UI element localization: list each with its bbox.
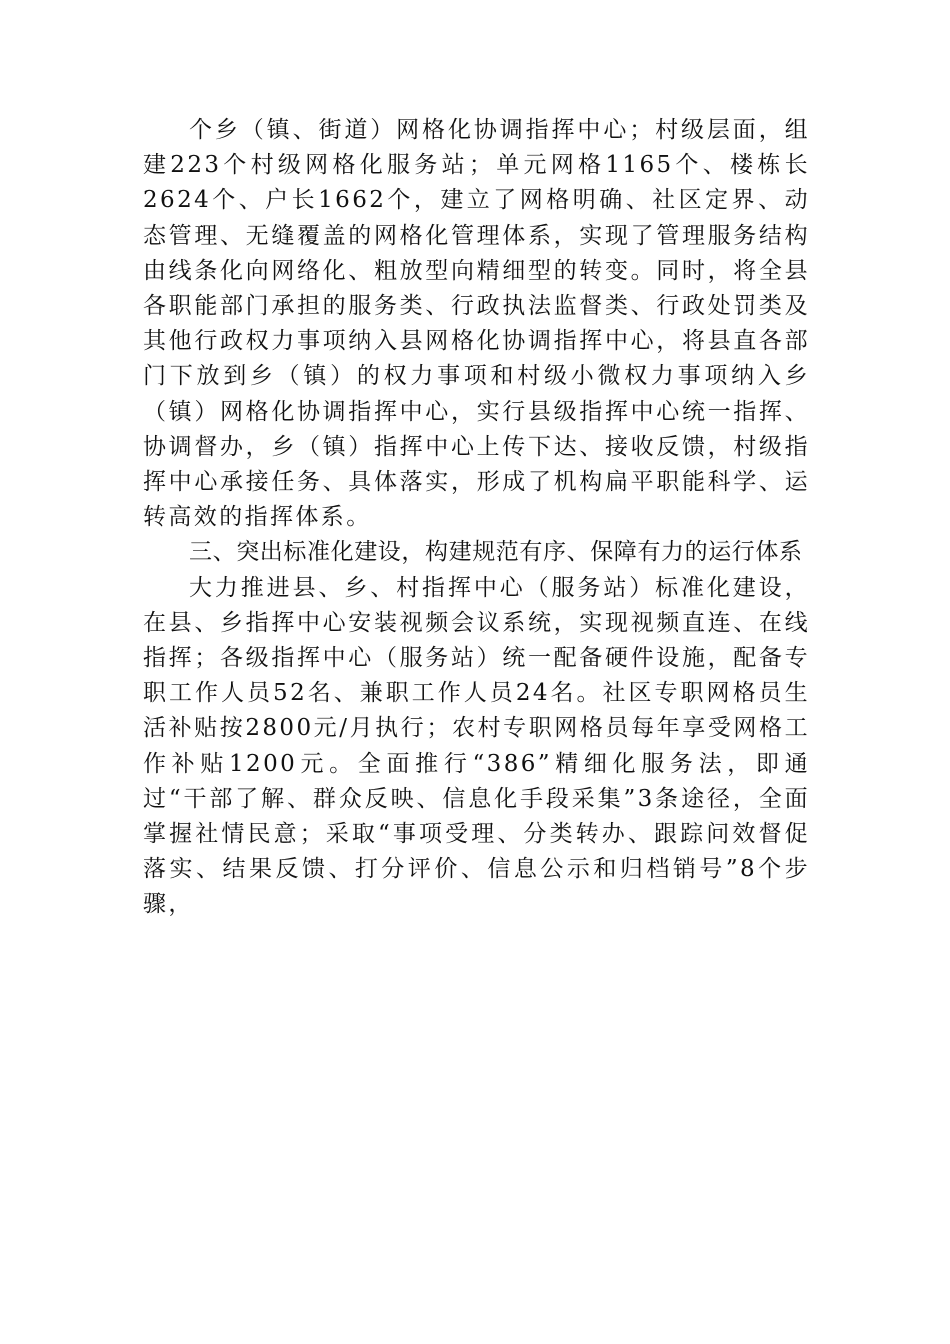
document-body (143, 113, 810, 923)
paragraph-standardization-construction: 大力推进县、乡、村指挥中心（服务站）标准化建设，在县、乡指挥中心安装视频会议系统，实现视频直连、在线指挥；各级指挥中心（服务站）统一配备硬件设施，配备专职工作人员52名、兼职工作人员24名。社区专职网格员生活补贴按2800元/月执行；农村专职网格员每年享受网格工作补贴1200元。全面推行“386”精细化服务法，即通过“干部了解、群众反映、信息化手段采集”3条途径，全面掌握社情民意；采取“事项受理、分类转办、跟踪问效督促落实、结果反馈、打分评价、信息公示和归档销号”8个步骤， (143, 574, 810, 918)
paragraph-continued-grid-management: 个乡（镇、街道）网格化协调指挥中心；村级层面，组建223个村级网格化服务站；单元网格1165个、楼栋长2624个、户长1662个，建立了网格明确、社区定界、动态管理、无缝覆盖的网格化管理体系，实现了管理服务结构由线条化向网络化、粗放型向精细型的转变。同时，将全县各职能部门承担的服务类、行政执法监督类、行政处罚类及其他行政权力事项纳入县网格化协调指挥中心，将县直各部门下放到乡（镇）的权力事项和村级小微权力事项纳入乡（镇）网格化协调指挥中心，实行县级指挥中心统一指挥、协调督办，乡（镇）指挥中心上传下达、接收反馈，村级指挥中心承接任务、具体落实，形成了机构扁平职能科学、运转高效的指挥体系。 (143, 117, 810, 531)
section-heading-standardization: 三、突出标准化建设，构建规范有序、保障有力的运行体系 (189, 539, 803, 566)
